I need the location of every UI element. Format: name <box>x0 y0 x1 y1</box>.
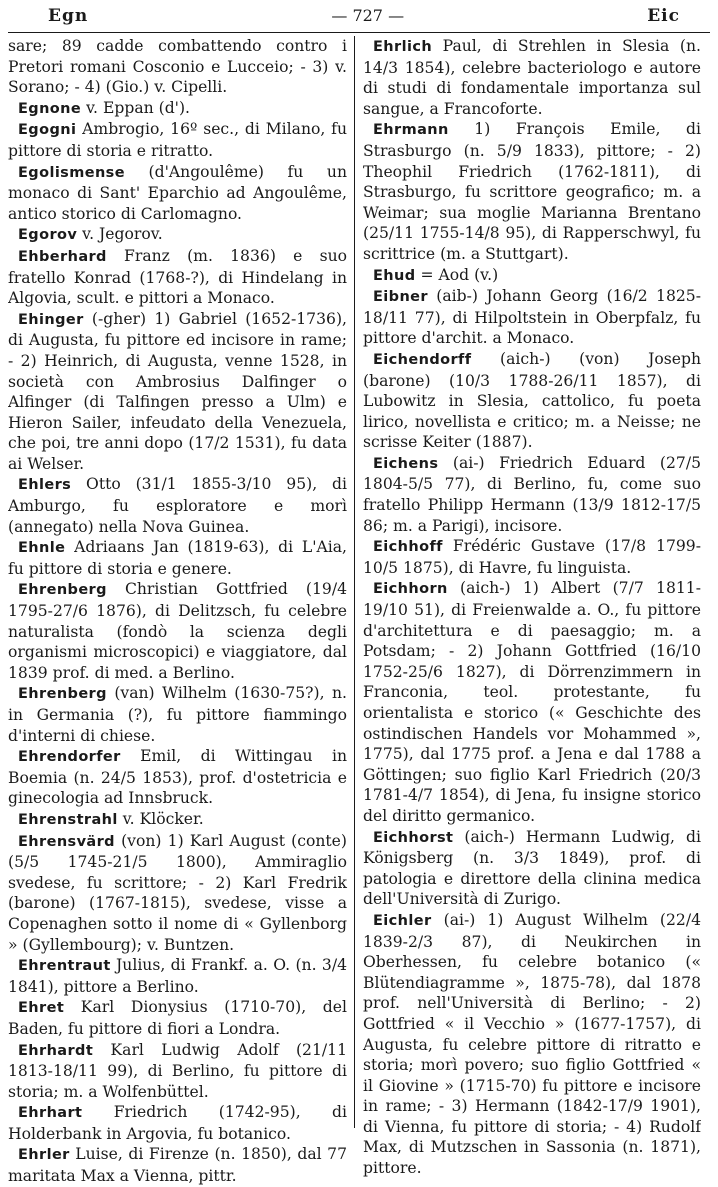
entry-text: Friedrich (1742-95), di Holderbank in Argovia, fu botanico. <box>8 1103 347 1143</box>
entry-text: = Aod (v.) <box>415 265 499 284</box>
dictionary-entry <box>8 1144 347 1186</box>
dictionary-entry <box>8 831 347 956</box>
entry-headword: Ehrhardt <box>18 1042 94 1059</box>
entry-text: Emil, di Wittingau in Boemia (n. 24/5 1853), prof. d'ostetricia e ginecologia ad Innsbruck. <box>8 747 347 808</box>
dictionary-entry <box>8 579 347 683</box>
entry-headword: Ehrentraut <box>18 958 111 975</box>
entry-headword: Ehberhard <box>18 248 107 265</box>
entry-text: Julius, di Frankf. a. O. (n. 3/4 1841), pittore a Berlino. <box>8 956 347 996</box>
dictionary-entry <box>8 809 347 831</box>
entry-text: sare; 89 cadde combattendo contro i Pretori romani Cosconio e Lucceio; - 3) v. Sorano; - 4) (Gio.) v. Cipelli. <box>8 37 347 97</box>
dictionary-entry <box>363 453 701 536</box>
entry-text: (-gher) 1) Gabriel (1652-1736), di Augusta, fu pittore ed incisore in rame; - 2) Heinrich, di Augusta, venne 1528, in società con Ambrosius Dalfinger o Alfinger (di Talfingen presso a Ulm) e Hieron Sailer, infeudato della Venezuela, che poi, tre anni dopo (17/2 1531), fu data ai Welser. <box>8 309 347 473</box>
dictionary-entry <box>8 36 347 98</box>
entry-headword: Eichens <box>373 455 439 472</box>
dictionary-entry <box>8 683 347 746</box>
entry-headword: Ehnle <box>18 540 66 557</box>
entry-headword: Egogni <box>18 122 77 139</box>
dictionary-entry <box>363 265 701 287</box>
entry-headword: Ehrensvärd <box>18 833 115 850</box>
entry-headword: Eichhorst <box>373 829 454 846</box>
dictionary-entry <box>8 537 347 579</box>
entry-text: Karl Dionysius (1710-70), del Baden, fu pittore di fiori a Londra. <box>8 998 347 1038</box>
entry-headword: Eichhorn <box>373 581 448 598</box>
entry-headword: Egolismense <box>18 164 125 181</box>
dictionary-entry <box>363 578 701 826</box>
entry-text: v. Klöcker. <box>117 809 204 828</box>
entry-headword: Ehrenberg <box>18 582 107 599</box>
dictionary-entry <box>8 997 347 1039</box>
entry-text: (ai-) 1) August Wilhelm (22/4 1839-2/3 87), di Neukirchen in Oberhessen, fu celebre botanico (« Blütendiagramme », 1875-78), dal 1878 prof. nell'Università di Berlino; - 2) Gottfried « il Vecchio » (1677-1757), di Augusta, fu celebre pittore di ritratto e storia; morì povero; suo figlio Gottfried « il Giovine » (1715-70) fu pittore e incisore in rame; - 3) Hermann (1842-17/9 1901), di Vienna, fu pittore di storia; - 4) Rudolf Max, di Mutzschen in Sassonia (n. 1871), pittore. <box>363 910 701 1178</box>
entry-headword: Ehud <box>373 267 416 284</box>
dictionary-entry <box>363 119 701 264</box>
header-right-guideword: Eic <box>647 6 680 26</box>
dictionary-entry <box>8 1040 347 1103</box>
page-number: — 727 — <box>331 6 405 25</box>
header-rule <box>8 32 710 33</box>
entry-text: Christian Gottfried (19/4 1795-27/6 1876), di Delitzsch, fu celebre naturalista (fondò la scienza degli organismi microscopici) e viaggiatore, dal 1839 prof. di med. a Berlino. <box>8 580 347 682</box>
entry-headword: Ehrler <box>18 1147 70 1164</box>
entry-headword: Ehret <box>18 1000 65 1017</box>
entry-text: Karl Ludwig Adolf (21/11 1813-18/11 99), di Berlino, fu pittore di storia; m. a Wolfenbüttel. <box>8 1040 347 1101</box>
entry-headword: Egorov <box>18 227 78 244</box>
entry-text: Franz (m. 1836) e suo fratello Konrad (1768-?), di Hindelang in Algovia, scult. e pittori a Monaco. <box>8 246 347 308</box>
dictionary-entry <box>363 536 701 578</box>
entry-headword: Eichler <box>373 912 432 929</box>
entry-text: (aich-) Hermann Ludwig, di Königsberg (n. 3/3 1849), prof. di patologia e direttore della clinina medica dell'Università di Zurigo. <box>363 827 701 909</box>
dictionary-entry <box>8 119 347 161</box>
entry-text: (aib-) Johann Georg (16/2 1825-18/11 77), di Hilpoltstein in Oberpfalz, fu pittore d'archit. a Monaco. <box>363 287 701 348</box>
entry-text: Adriaans Jan (1819-63), di L'Aia, fu pittore di storia e genere. <box>8 538 347 578</box>
entry-text: Luise, di Firenze (n. 1850), dal 77 maritata Max a Vienna, pittr. <box>8 1145 347 1186</box>
entry-text: (aich-) 1) Albert (7/7 1811-19/10 51), di Freienwalde a. O., fu pittore d'architettura e di paesaggio; m. a Potsdam; - 2) Johann Gottfried (16/10 1752-25/6 1827), di Dörrenzimmern in Franconia, teol. protestante, fu orientalista e storico (« Geschichte des ostindischen Handels vor Mohammed », 1775), dal 1775 prof. a Jena e dal 1788 a Göttingen; suo figlio Karl Friedrich (20/3 1781-4/7 1854), di Jena, fu insigne storico del diritto germanico. <box>363 579 701 825</box>
dictionary-entry <box>363 36 701 119</box>
entry-headword: Ehrmann <box>373 122 449 139</box>
dictionary-entry <box>8 246 347 309</box>
entry-headword: Ehrenberg <box>18 686 107 703</box>
dictionary-entry <box>8 224 347 246</box>
entry-text: (van) Wilhelm (1630-75?), n. in Germania (?), fu pittore fiammingo d'interni di chiese. <box>8 684 347 745</box>
dictionary-entry <box>8 309 347 475</box>
entry-text: (ai-) Friedrich Eduard (27/5 1804-5/5 77), di Berlino, fu, come suo fratello Philipp Hermann (13/9 1812-17/5 86; m. a Parigi), incisore. <box>363 453 701 535</box>
dictionary-entry <box>8 162 347 225</box>
header-left-guideword: Egn <box>48 6 89 26</box>
columns <box>8 36 710 1187</box>
entry-headword: Ehrlich <box>373 39 433 55</box>
dictionary-entry <box>8 1102 347 1144</box>
entry-headword: Eichendorff <box>373 351 472 368</box>
entry-headword: Eibner <box>373 289 428 306</box>
entry-text: Ambrogio, 16º sec., di Milano, fu pittore di storia e ritratto. <box>8 120 347 160</box>
entry-text: v. Jegorov. <box>77 225 163 244</box>
entry-headword: Ehrenstrahl <box>18 811 118 828</box>
entry-headword: Ehrendorfer <box>18 749 121 766</box>
entry-text: (aich-) (von) Joseph (barone) (10/3 1788-26/11 1857), di Lubowitz in Slesia, cattolico, fu poeta lirico, novellista e critico; m. a Neisse; ne scrisse Keiter (1887). <box>363 349 701 452</box>
right-column <box>355 36 701 1187</box>
dictionary-entry <box>363 349 701 453</box>
dictionary-entry <box>363 286 701 349</box>
entry-headword: Ehinger <box>18 311 84 328</box>
entry-headword: Ehlers <box>18 477 72 494</box>
page-header <box>8 6 710 32</box>
dictionary-entry <box>363 910 701 1179</box>
left-column <box>8 36 354 1187</box>
entry-text: v. Eppan (d'). <box>81 98 191 117</box>
dictionary-entry <box>8 955 347 997</box>
entry-text: Frédéric Gustave (17/8 1799-10/5 1875), di Havre, fu linguista. <box>363 537 701 577</box>
entry-text: Otto (31/1 1855-3/10 95), di Amburgo, fu esploratore e morì (annegato) nella Nova Guinea. <box>8 475 347 536</box>
dictionary-entry <box>8 474 347 537</box>
entry-text: (von) 1) Karl August (conte) (5/5 1745-21/5 1800), Ammiraglio svedese, fu scrittore; - 2) Karl Fredrik (barone) (1767-1815), svedese, visse a Copenaghen sotto il nome di « Gyllenborg » (Gyllembourg); v. Buntzen. <box>8 831 347 954</box>
entry-headword: Eichhoff <box>373 539 443 556</box>
dictionary-entry <box>363 827 701 910</box>
dictionary-entry <box>8 746 347 809</box>
entry-text: (d'Angoulême) fu un monaco di Sant' Eparchio ad Angoulême, antico storico di Carlomagno. <box>8 162 347 223</box>
entry-text: Paul, di Strehlen in Slesia (n. 14/3 1854), celebre bacteriologo e autore di studi di fondamentale importanza sul sangue, a Francoforte. <box>363 37 701 118</box>
entry-headword: Ehrhart <box>18 1105 83 1122</box>
dictionary-entry <box>8 98 347 120</box>
entry-headword: Egnone <box>18 100 82 117</box>
entry-text: 1) François Emile, di Strasburgo (n. 5/9 1833), pittore; - 2) Theophil Friedrich (1762-1811), di Strasburgo, fu scrittore geografico; m. a Weimar; sua moglie Marianna Brentano (25/11 1755-14/8 95), di Rapperschwyl, fu scrittrice (m. a Stuttgart). <box>363 120 701 263</box>
